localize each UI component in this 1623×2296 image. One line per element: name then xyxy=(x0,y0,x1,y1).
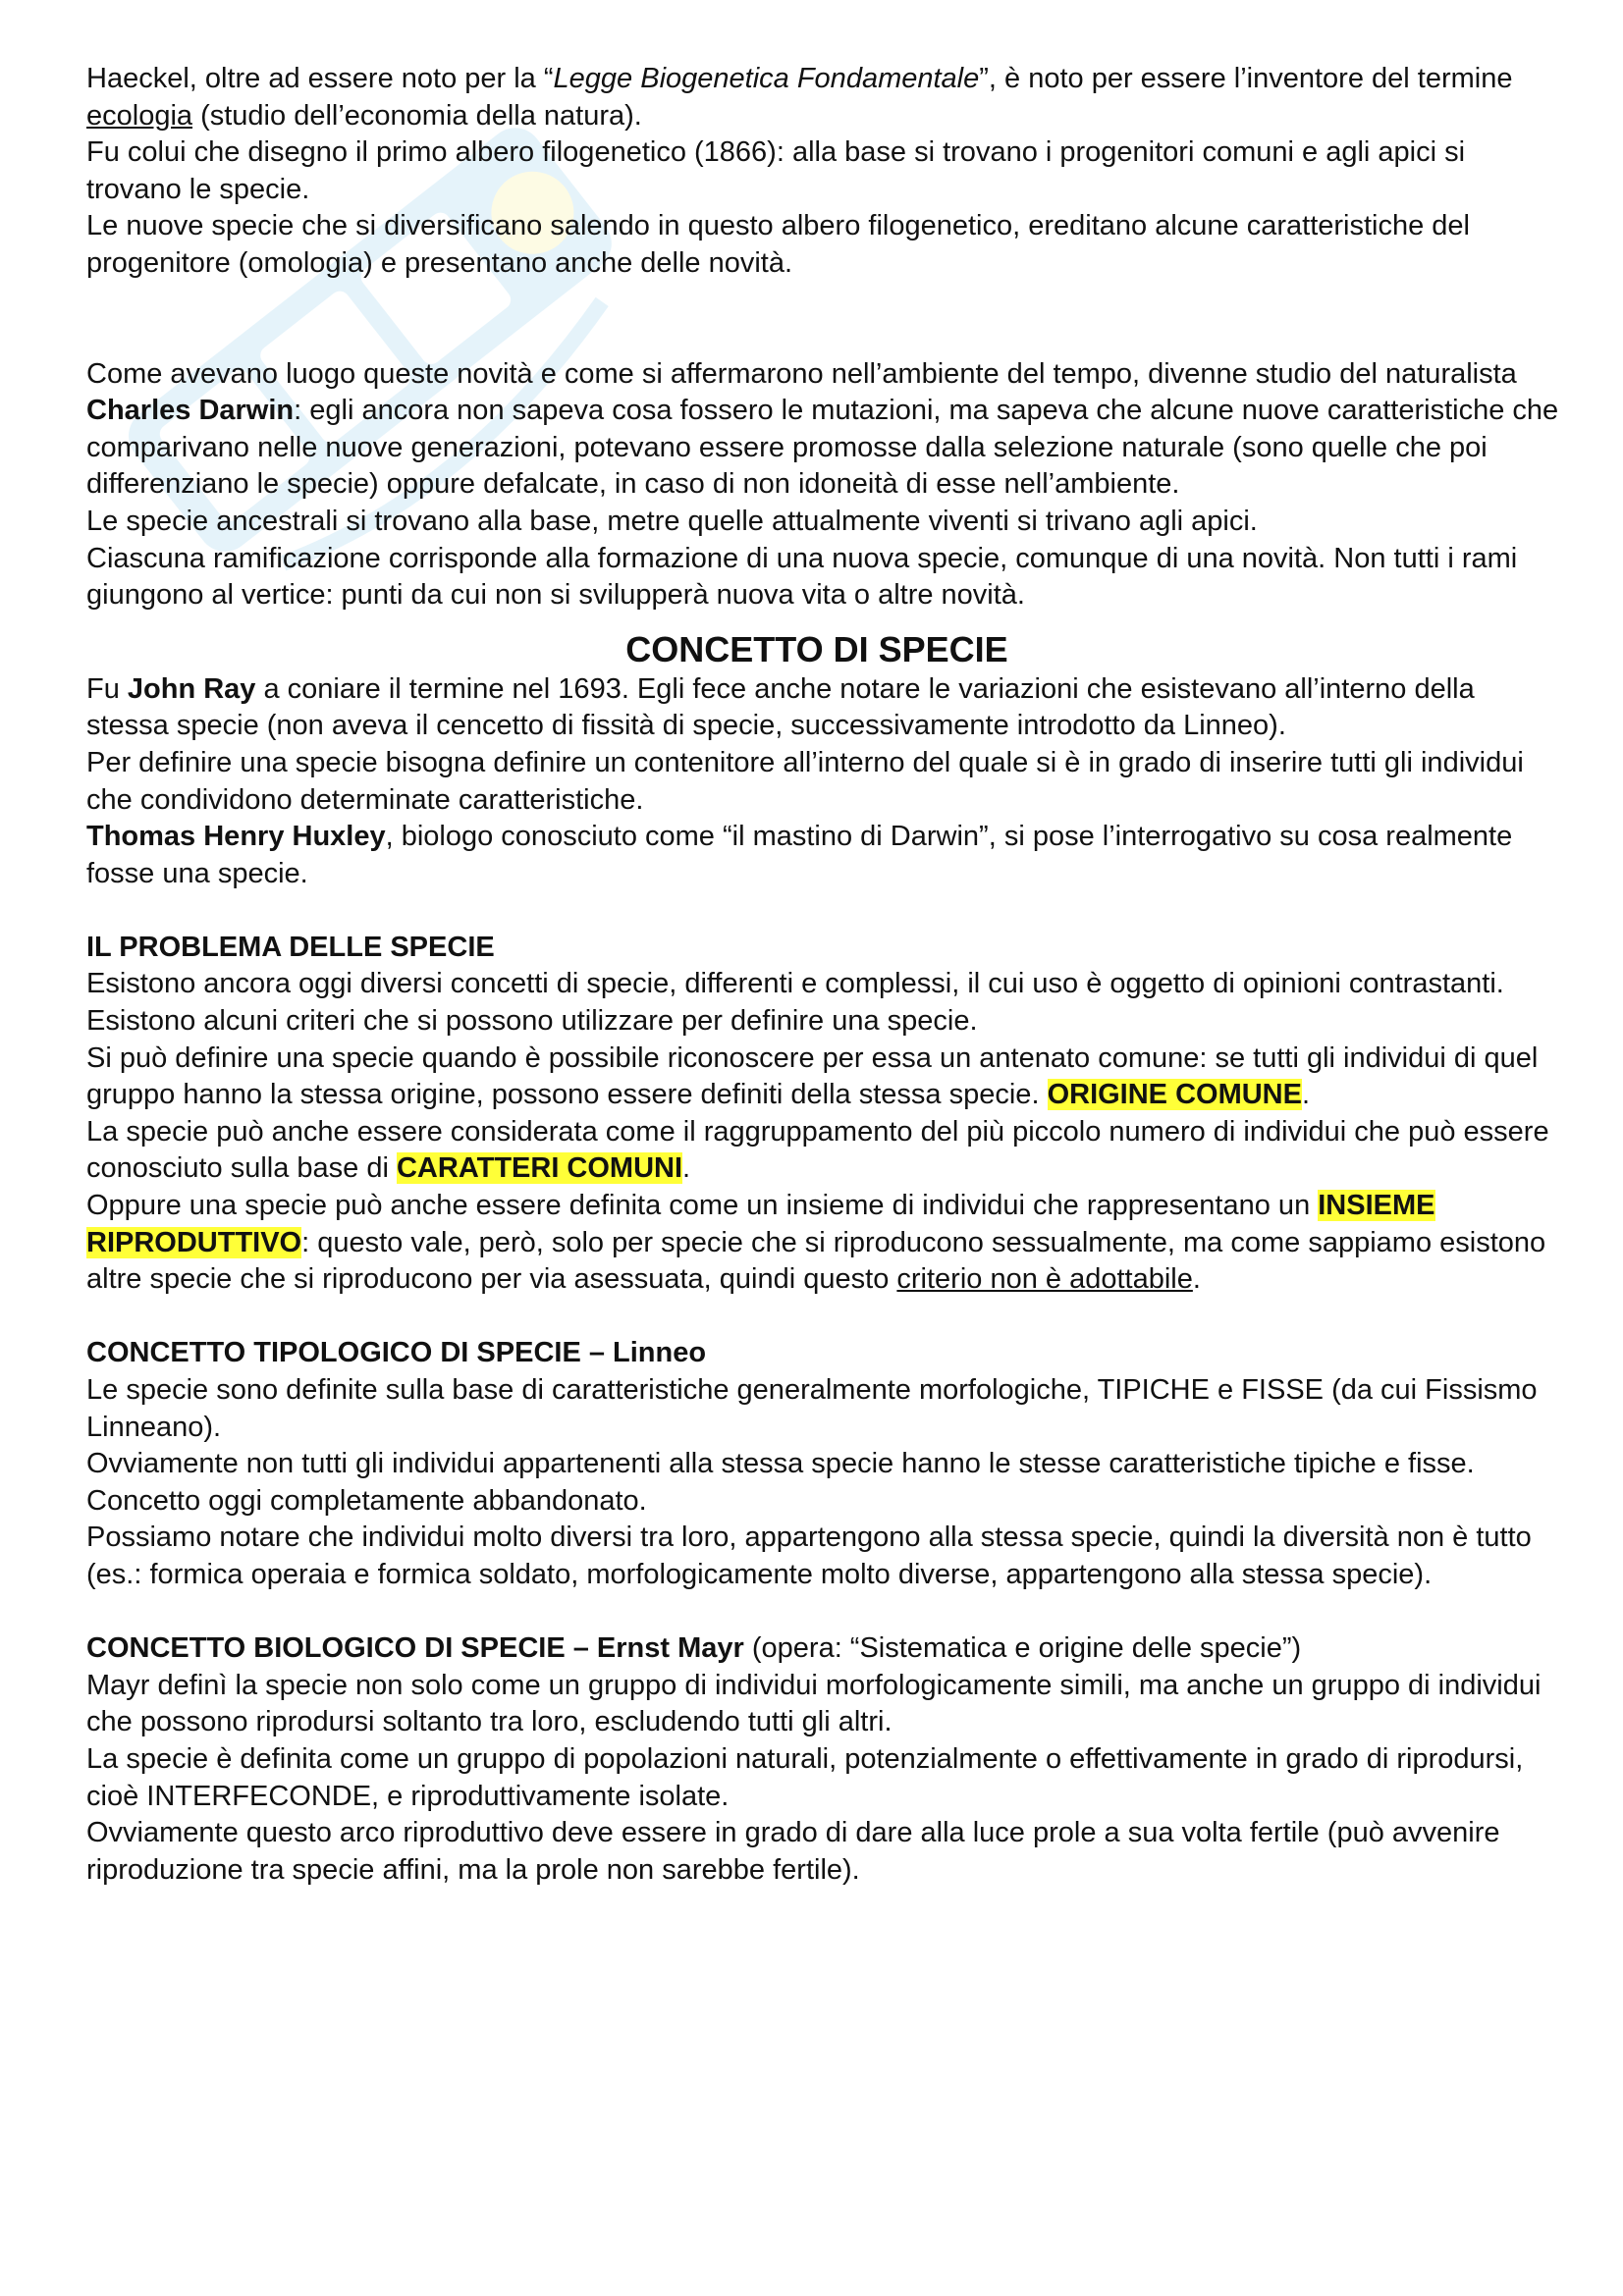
paragraph-huxley: Thomas Henry Huxley, biologo conosciuto come “il mastino di Darwin”, si pose l’interrogativo su cosa realmente fosse una specie. xyxy=(86,821,1513,889)
paragraph-darwin: Come avevano luogo queste novità e come si affermarono nell’ambiente del tempo, divenne studio del naturalista Charles Darwin: egli ancora non sapeva cosa fossero le mutazioni, ma sapeva che alcune nuove caratteristiche che comparivano nelle nuove generazioni, potevano essere promosse dalla selezione naturale (sono quelle che poi differenziano le specie) oppure defalcate, in caso di non idoneità di esse nell’ambiente. xyxy=(86,357,1559,501)
paragraph-interfeconde: La specie è definita come un gruppo di popolazioni naturali, potenzialmente o effettivamente in grado di riprodursi, cioè INTERFECONDE, e riproduttivamente isolate. xyxy=(86,1742,1524,1812)
paragraph-albero-filogenetico: Fu colui che disegno il primo albero filogenetico (1866): alla base si trovano i progenitori comuni e agli apici si trovano le specie. xyxy=(86,136,1466,205)
highlight-caratteri-comuni: CARATTERI COMUNI xyxy=(396,1152,683,1185)
paragraph-nuove-specie: Le nuove specie che si diversificano salendo in questo albero filogenetico, ereditano alcune caratteristiche del progenitore (omologia) e presentano anche delle novità. xyxy=(86,210,1470,279)
paragraph-caratteri-comuni: La specie può anche essere considerata come il raggruppamento del più piccolo numero di individui che può essere conosciuto sulla base di CARATTERI COMUNI. xyxy=(86,1115,1549,1185)
section-title-concetto-di-specie: CONCETTO DI SPECIE xyxy=(625,628,1008,669)
paragraph-insieme-riproduttivo: Oppure una specie può anche essere definita come un insieme di individui che rappresentano un INSIEME RIPRODUTTIVO: questo vale, però, solo per specie che si riproducono sessualmente, ma come sappiamo esistono altre specie che si riproducono per via asessuata, quindi questo criterio non è adottabile. xyxy=(86,1190,1546,1296)
paragraph-criteri: Esistono alcuni criteri che si possono utilizzare per definire una specie. xyxy=(86,1005,978,1038)
document-page xyxy=(86,61,1559,1889)
paragraph-tipologico-ovviamente: Ovviamente non tutti gli individui appartenenti alla stessa specie hanno le stesse caratteristiche tipiche e fisse. xyxy=(86,1448,1475,1480)
paragraph-prole-fertile: Ovviamente questo arco riproduttivo deve essere in grado di dare alla luce prole a sua volta fertile (può avvenire riproduzione tra specie affini, ma la prole non sarebbe fertile). xyxy=(86,1817,1500,1886)
paragraph-origine-comune: Si può definire una specie quando è possibile riconoscere per essa un antenato comune: se tutti gli individui di quel gruppo hanno la stessa origine, possono essere definiti della stessa specie. ORIGINE COMUNE. xyxy=(86,1041,1539,1111)
paragraph-tipologico-abbandonato: Concetto oggi completamente abbandonato. xyxy=(86,1484,647,1517)
heading-concetto-tipologico: CONCETTO TIPOLOGICO DI SPECIE – Linneo xyxy=(86,1337,707,1369)
paragraph-concetti-diversi: Esistono ancora oggi diversi concetti di specie, differenti e complessi, il cui uso è oggetto di opinioni contrastanti. xyxy=(86,968,1504,1000)
paragraph-mayr: Mayr definì la specie non solo come un gruppo di individui morfologicamente simili, ma anche un gruppo di individui che possono riprodursi soltanto tra loro, escludendo tutti gli altri. xyxy=(86,1669,1542,1738)
paragraph-haeckel: Haeckel, oltre ad essere noto per la “Legge Biogenetica Fondamentale”, è noto per essere l’inventore del termine ecologia (studio dell’economia della natura). xyxy=(86,63,1513,132)
paragraph-tipologico-definizione: Le specie sono definite sulla base di caratteristiche generalmente morfologiche, TIPICHE e FISSE (da cui Fissismo Linneano). xyxy=(86,1374,1538,1443)
paragraph-ramificazione: Ciascuna ramificazione corrisponde alla formazione di una nuova specie, comunque di una novità. Non tutti i rami giungono al vertice: punti da cui non si svilupperà nuova vita o altre novità. xyxy=(86,542,1518,612)
paragraph-tipologico-diversita: Possiamo notare che individui molto diversi tra loro, appartengono alla stessa specie, quindi la diversità non è tutto (es.: formica operaia e formica soldato, morfologicamente molto diverse, appartengono alla stessa specie). xyxy=(86,1522,1532,1590)
paragraph-specie-ancestrali: Le specie ancestrali si trovano alla base, metre quelle attualmente viventi si trivano agli apici. xyxy=(86,505,1258,537)
heading-problema-delle-specie: IL PROBLEMA DELLE SPECIE xyxy=(86,931,495,963)
heading-concetto-biologico: CONCETTO BIOLOGICO DI SPECIE – Ernst Mayr (opera: “Sistematica e origine delle specie”) xyxy=(86,1632,1302,1665)
paragraph-definire-specie: Per definire una specie bisogna definire un contenitore all’interno del quale si è in grado di inserire tutti gli individui che condividono determinate caratteristiche. xyxy=(86,746,1524,816)
highlight-insieme-riproduttivo: INSIEME RIPRODUTTIVO xyxy=(86,1190,1435,1258)
paragraph-john-ray: Fu John Ray a coniare il termine nel 1693. Egli fece anche notare le variazioni che esistevano all’interno della stessa specie (non aveva il cencetto di fissità di specie, successivamente introdotto da Linneo). xyxy=(86,672,1475,742)
highlight-origine-comune: ORIGINE COMUNE xyxy=(1047,1079,1302,1111)
